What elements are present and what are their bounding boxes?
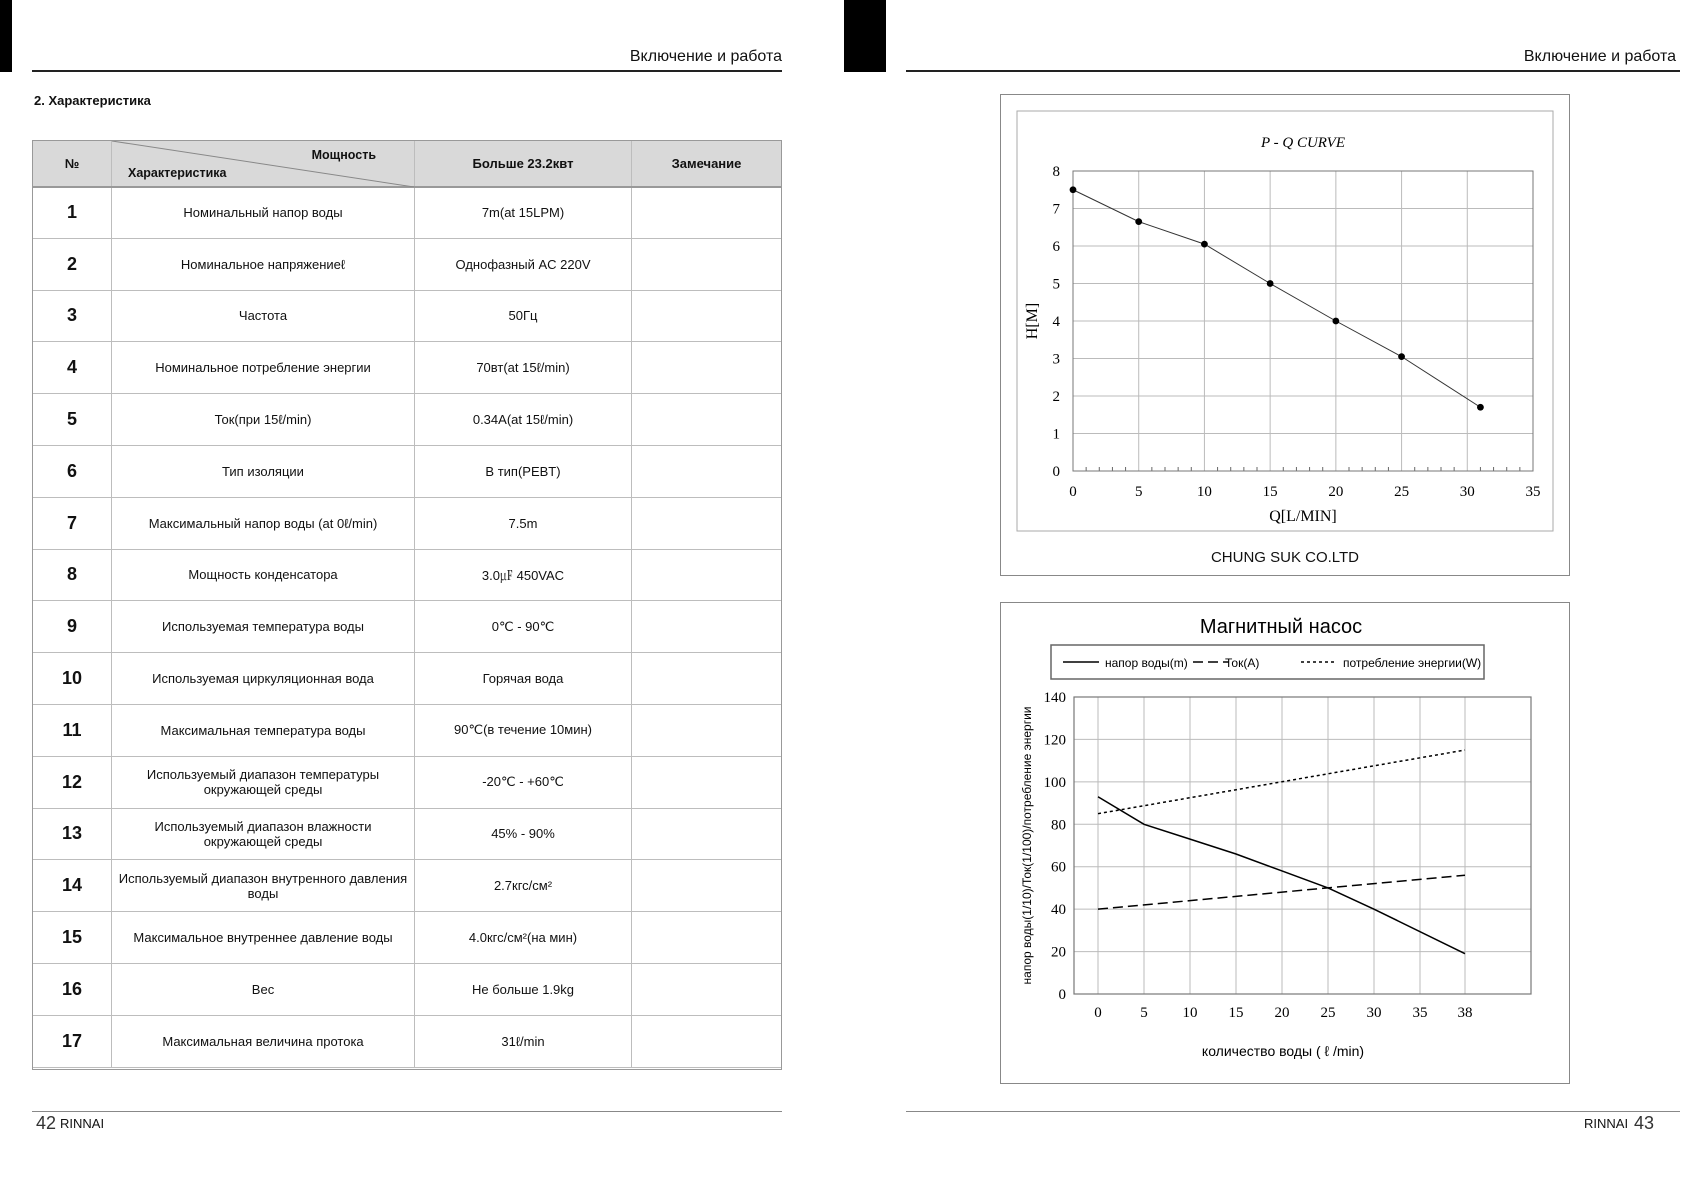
- table-row: [33, 808, 782, 860]
- y-tick-label: 1: [1052, 426, 1060, 443]
- row-note: [632, 549, 782, 601]
- pump-chart-panel: [1000, 602, 1570, 1084]
- data-point: [1267, 280, 1274, 287]
- row-value: 0.34A(at 15ℓ/min): [415, 394, 632, 446]
- row-value: 4.0кгс/см²(на мин): [415, 912, 632, 964]
- row-number: 6: [33, 445, 112, 497]
- row-note: [632, 860, 782, 912]
- row-note: [632, 1015, 782, 1067]
- table-row: [33, 1015, 782, 1067]
- row-value: 45% - 90%: [415, 808, 632, 860]
- y-tick-label: 140: [1043, 690, 1066, 706]
- table-row: [33, 445, 782, 497]
- row-note: [632, 704, 782, 756]
- row-number: 5: [33, 394, 112, 446]
- y-tick-label: 100: [1043, 774, 1066, 791]
- table-row: [33, 497, 782, 549]
- right-page: [842, 0, 1684, 1190]
- row-number: 14: [33, 860, 112, 912]
- chart-title: Магнитный насос: [1199, 616, 1363, 638]
- table-row: [33, 187, 782, 239]
- x-tick-label: 5: [1134, 484, 1143, 500]
- x-tick-label: 38: [1457, 1005, 1473, 1021]
- header-title: Включение и работа: [1523, 48, 1676, 65]
- row-characteristic: Тип изоляции: [112, 445, 415, 497]
- row-note: [632, 912, 782, 964]
- row-note: [632, 653, 782, 705]
- x-tick-label: 30: [1459, 484, 1475, 500]
- x-tick-label: 25: [1394, 484, 1410, 500]
- x-tick-label: 0: [1094, 1005, 1102, 1021]
- x-tick-label: 15: [1262, 484, 1278, 500]
- row-value: Не больше 1.9kg: [415, 963, 632, 1015]
- x-tick-label: 35: [1525, 484, 1541, 500]
- row-number: 16: [33, 963, 112, 1015]
- data-point: [1398, 353, 1405, 360]
- row-value: 7.5m: [415, 497, 632, 549]
- brand-name: RINNAI: [1584, 1116, 1629, 1131]
- y-tick-label: 20: [1051, 944, 1066, 961]
- table-row: [33, 394, 782, 446]
- row-number: 17: [33, 1015, 112, 1067]
- row-characteristic: Вес: [112, 963, 415, 1015]
- table-row: [33, 756, 782, 808]
- data-point: [1201, 241, 1208, 248]
- legend-label: напор воды(m): [1105, 656, 1188, 670]
- y-tick-label: 4: [1052, 314, 1060, 330]
- row-number: 10: [33, 653, 112, 705]
- x-tick-label: 10: [1196, 484, 1212, 500]
- y-tick-label: 120: [1043, 732, 1066, 749]
- x-tick-label: 30: [1366, 1005, 1382, 1021]
- y-tick-label: 3: [1052, 351, 1060, 368]
- row-characteristic: Мощность конденсатора: [112, 549, 415, 601]
- row-value: 2.7кгс/см²: [415, 860, 632, 912]
- row-number: 12: [33, 756, 112, 808]
- y-axis-label: напор воды(1/10)/Ток(1/100)/потребление энергии: [1020, 706, 1034, 985]
- row-note: [632, 342, 782, 394]
- y-tick-label: 2: [1052, 389, 1060, 405]
- plot-frame: [1074, 697, 1531, 994]
- page-number: 43: [1634, 1113, 1655, 1133]
- row-value: B тип(PEBT): [415, 445, 632, 497]
- footer-rule: [906, 1111, 1680, 1112]
- row-note: [632, 394, 782, 446]
- y-tick-label: 60: [1051, 859, 1066, 876]
- row-characteristic: Частота: [112, 290, 415, 342]
- y-tick-label: 5: [1052, 276, 1060, 293]
- header-rule: [906, 70, 1680, 72]
- row-characteristic: Используемый диапазон влажности окружающей среды: [112, 808, 415, 860]
- x-tick-label: 5: [1140, 1005, 1148, 1021]
- data-point: [1135, 218, 1142, 225]
- table-row: [33, 601, 782, 653]
- row-value: Горячая вода: [415, 653, 632, 705]
- x-tick-label: 35: [1412, 1005, 1428, 1021]
- row-value: 3.0㎌ 450VAC: [415, 549, 632, 601]
- y-axis-label: H[M]: [1024, 302, 1041, 340]
- row-value: 50Гц: [415, 290, 632, 342]
- row-note: [632, 497, 782, 549]
- y-tick-label: 80: [1051, 817, 1066, 834]
- row-value: 0℃ - 90℃: [415, 601, 632, 653]
- series-line-H: [1073, 190, 1480, 408]
- header-title: Включение и работа: [629, 48, 782, 65]
- x-tick-label: 10: [1182, 1005, 1198, 1021]
- row-characteristic: Используемая температура воды: [112, 601, 415, 653]
- row-value: 31ℓ/min: [415, 1015, 632, 1067]
- row-value: 7m(at 15LPM): [415, 187, 632, 239]
- x-tick-label: 20: [1328, 484, 1344, 500]
- row-number: 4: [33, 342, 112, 394]
- table-row: [33, 549, 782, 601]
- x-tick-label: 15: [1228, 1005, 1244, 1021]
- corner-tab: [844, 0, 886, 72]
- row-number: 15: [33, 912, 112, 964]
- x-tick-label: 20: [1274, 1005, 1290, 1021]
- row-characteristic: Используемый диапазон температуры окружающей среды: [112, 756, 415, 808]
- legend-label: потребление энергии(W): [1343, 656, 1482, 670]
- header-note: Замечание: [632, 141, 782, 187]
- header-rule: [32, 70, 782, 72]
- row-number: 1: [33, 187, 112, 239]
- row-characteristic: Номинальное потребление энергии: [112, 342, 415, 394]
- spec-table: [32, 140, 782, 1068]
- data-point: [1332, 318, 1339, 325]
- table-row: [33, 912, 782, 964]
- x-axis-label: количество воды ( ℓ /min): [1201, 1043, 1365, 1059]
- row-note: [632, 290, 782, 342]
- row-characteristic: Максимальная температура воды: [112, 704, 415, 756]
- header-power: Мощность: [311, 148, 376, 162]
- row-note: [632, 238, 782, 290]
- pq-chart-panel: [1000, 94, 1570, 576]
- header-characteristic: Характеристика: [128, 165, 227, 180]
- x-tick-label: 0: [1069, 484, 1077, 500]
- row-note: [632, 187, 782, 239]
- data-point: [1477, 404, 1484, 411]
- row-note: [632, 601, 782, 653]
- y-tick-label: 0: [1058, 987, 1066, 1003]
- pq-curve-chart: [1001, 95, 1569, 575]
- table-row: [33, 704, 782, 756]
- row-note: [632, 963, 782, 1015]
- table-row: [33, 290, 782, 342]
- table-row: [33, 238, 782, 290]
- row-number: 9: [33, 601, 112, 653]
- y-tick-label: 8: [1052, 164, 1060, 180]
- page-number: 42: [36, 1113, 57, 1133]
- y-tick-label: 7: [1052, 201, 1060, 218]
- data-point: [1070, 186, 1077, 193]
- row-characteristic: Максимальный напор воды (at 0ℓ/min): [112, 497, 415, 549]
- row-number: 3: [33, 290, 112, 342]
- table-header-row: [33, 141, 782, 187]
- row-note: [632, 756, 782, 808]
- row-number: 11: [33, 704, 112, 756]
- table-row: [33, 963, 782, 1015]
- row-note: [632, 445, 782, 497]
- table-row: [33, 342, 782, 394]
- company-name: CHUNG SUK CO.LTD: [1210, 549, 1360, 566]
- brand-name: RINNAI: [60, 1116, 105, 1131]
- x-tick-label: 25: [1320, 1005, 1336, 1021]
- row-value: -20℃ - +60℃: [415, 756, 632, 808]
- row-characteristic: Номинальный напор воды: [112, 187, 415, 239]
- row-characteristic: Максимальная величина протока: [112, 1015, 415, 1067]
- row-number: 8: [33, 549, 112, 601]
- row-number: 2: [33, 238, 112, 290]
- row-characteristic: Номинальное напряжениеℓ: [112, 238, 415, 290]
- row-number: 7: [33, 497, 112, 549]
- row-value: 90℃(в течение 10мин): [415, 704, 632, 756]
- row-characteristic: Используемый диапазон внутренного давления воды: [112, 860, 415, 912]
- row-number: 13: [33, 808, 112, 860]
- chart-title: P - Q CURVE: [1260, 135, 1346, 151]
- footer-rule: [32, 1111, 782, 1112]
- legend-label: Ток(A): [1225, 656, 1260, 670]
- row-characteristic: Максимальное внутреннее давление воды: [112, 912, 415, 964]
- row-characteristic: Ток(при 15ℓ/min): [112, 394, 415, 446]
- table-row: [33, 860, 782, 912]
- table-row: [33, 653, 782, 705]
- legend: [1051, 645, 1484, 679]
- section-title: 2. Характеристика: [34, 93, 151, 108]
- row-value: 70вт(at 15ℓ/min): [415, 342, 632, 394]
- header-diagonal-cell: [112, 141, 415, 187]
- y-tick-label: 6: [1052, 239, 1060, 255]
- corner-tab: [0, 0, 12, 72]
- header-num: №: [33, 141, 112, 187]
- y-tick-label: 40: [1051, 902, 1066, 919]
- row-value: Однофазный AC 220V: [415, 238, 632, 290]
- row-characteristic: Используемая циркуляционная вода: [112, 653, 415, 705]
- x-axis-label: Q[L/MIN]: [1269, 508, 1337, 525]
- header-value: Больше 23.2квт: [415, 141, 632, 187]
- row-note: [632, 808, 782, 860]
- magnetic-pump-chart: [1001, 603, 1569, 1083]
- y-tick-label: 0: [1052, 464, 1060, 480]
